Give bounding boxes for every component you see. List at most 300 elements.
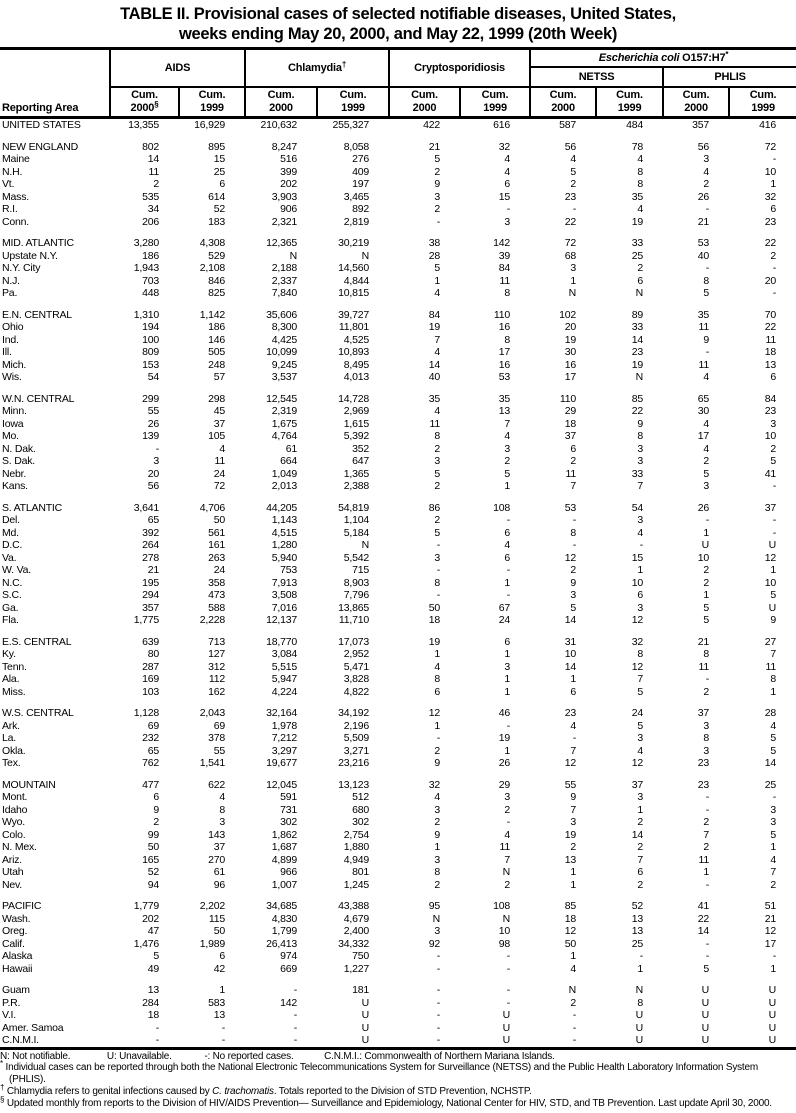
value-cell: 26 <box>498 757 511 770</box>
table-row <box>0 745 796 758</box>
value-cell: 4 <box>637 203 644 216</box>
value-cell: 11 <box>765 660 777 673</box>
value-cell: 703 <box>142 274 159 287</box>
value-cell: 15 <box>631 551 644 564</box>
value-cell: 287 <box>142 660 159 673</box>
value-cell: N <box>502 912 511 925</box>
value-cell: 20 <box>564 321 577 334</box>
value-cell: 21 <box>697 215 710 228</box>
table-header <box>0 49 796 118</box>
reporting-area-cell: Ariz. <box>2 853 23 866</box>
value-cell: 4,679 <box>343 912 370 925</box>
value-cell: 5 <box>703 287 710 300</box>
value-cell: 5 <box>703 962 710 975</box>
value-cell: - <box>705 673 710 686</box>
table-row <box>0 1034 796 1048</box>
title-line-2: weeks ending May 20, 2000, and May 22, 1999 (20th Week) <box>178 24 618 43</box>
value-cell: U <box>768 996 777 1009</box>
value-cell: 16 <box>498 358 511 371</box>
value-cell: 32 <box>631 635 644 648</box>
value-cell: 2 <box>703 564 710 577</box>
value-cell: 19 <box>631 215 644 228</box>
value-cell: 1 <box>570 673 577 686</box>
value-cell: N <box>568 984 577 997</box>
value-cell: - <box>705 262 710 275</box>
section-spacer <box>0 627 796 636</box>
value-cell: 5 <box>434 262 441 275</box>
value-cell: 8,495 <box>343 358 370 371</box>
value-cell: 2,819 <box>343 215 370 228</box>
value-cell: 52 <box>631 900 644 913</box>
value-cell: U <box>361 1009 370 1022</box>
value-cell: 4 <box>770 853 777 866</box>
value-cell: 17,073 <box>338 635 370 648</box>
reporting-area-cell: Wis. <box>2 371 22 384</box>
value-cell: 5,509 <box>343 732 370 745</box>
value-cell: 583 <box>208 996 226 1009</box>
group-header-cryptosporidiosis: Cryptosporidiosis <box>389 49 530 88</box>
value-cell: 37 <box>213 841 226 854</box>
value-cell: 7 <box>637 480 644 493</box>
value-cell: 35 <box>631 190 644 203</box>
value-cell: 23 <box>697 778 710 791</box>
table-row <box>0 804 796 817</box>
value-cell: 23 <box>564 190 577 203</box>
value-cell: 2,013 <box>271 480 298 493</box>
value-cell: 4,525 <box>343 333 370 346</box>
value-cell: 18 <box>564 912 577 925</box>
table-row <box>0 614 796 627</box>
value-cell: 2 <box>570 564 577 577</box>
value-cell: 8,903 <box>343 576 370 589</box>
value-cell: - <box>705 203 710 216</box>
value-cell: 1 <box>770 178 777 191</box>
value-cell: 197 <box>352 178 370 191</box>
reporting-area-cell: W.S. CENTRAL <box>2 707 74 720</box>
value-cell: 27 <box>764 635 777 648</box>
table-row <box>0 141 796 154</box>
reporting-area-cell: Oreg. <box>2 925 28 938</box>
value-cell: 1,978 <box>271 719 298 732</box>
value-cell: 14,560 <box>338 262 370 275</box>
value-cell: 1,142 <box>199 308 226 321</box>
value-cell: 30 <box>564 346 577 359</box>
value-cell: 4 <box>504 430 511 443</box>
value-cell: 127 <box>208 648 226 661</box>
value-cell: 2 <box>703 685 710 698</box>
value-cell: 69 <box>213 719 226 732</box>
value-cell: 13,123 <box>338 778 370 791</box>
value-cell: - <box>639 950 644 963</box>
value-cell: 22 <box>697 912 710 925</box>
value-cell: 588 <box>208 601 226 614</box>
table-row <box>0 791 796 804</box>
value-cell: 422 <box>423 119 441 132</box>
value-cell: 302 <box>352 816 370 829</box>
value-cell: 110 <box>559 392 577 405</box>
reporting-area-cell: V.I. <box>2 1009 16 1022</box>
reporting-area-cell: Tenn. <box>2 660 27 673</box>
value-cell: 6 <box>637 274 644 287</box>
value-cell: 206 <box>142 215 159 228</box>
reporting-area-cell: Pa. <box>2 287 18 300</box>
value-cell: 7,840 <box>271 287 298 300</box>
value-cell: 19 <box>631 358 644 371</box>
value-cell: 54,819 <box>338 501 370 514</box>
value-cell: 1,862 <box>271 828 298 841</box>
value-cell: 50 <box>213 925 226 938</box>
table-row <box>0 686 796 699</box>
reporting-area-cell: UNITED STATES <box>2 119 81 132</box>
value-cell: - <box>506 816 511 829</box>
value-cell: N <box>568 287 577 300</box>
value-cell: 4 <box>703 442 710 455</box>
value-cell: - <box>572 732 577 745</box>
value-cell: 3 <box>434 803 441 816</box>
value-cell: 37 <box>564 430 577 443</box>
reporting-area-cell: Utah <box>2 866 24 879</box>
value-cell: 72 <box>764 140 777 153</box>
page-title <box>0 0 796 44</box>
value-cell: - <box>639 539 644 552</box>
group-header-ecoli: Escherichia coli O157:H7* <box>530 49 796 68</box>
value-cell: 11 <box>698 321 710 334</box>
value-cell: 1,675 <box>271 417 298 430</box>
section-spacer <box>0 384 796 393</box>
table-row <box>0 673 796 686</box>
value-cell: 1,615 <box>343 417 370 430</box>
value-cell: 3,537 <box>271 371 298 384</box>
value-cell: 3 <box>504 215 511 228</box>
value-cell: - <box>572 203 577 216</box>
value-cell: 102 <box>559 308 577 321</box>
value-cell: 169 <box>142 673 159 686</box>
reporting-area-cell: R.I. <box>2 203 18 216</box>
value-cell: 4 <box>637 744 644 757</box>
reporting-area-cell: Idaho <box>2 803 28 816</box>
value-cell: 4 <box>637 526 644 539</box>
table-row <box>0 502 796 515</box>
table-row <box>0 925 796 938</box>
reporting-area-cell: NEW ENGLAND <box>2 140 78 153</box>
value-cell: 3,903 <box>271 190 298 203</box>
value-cell: 10 <box>564 648 577 661</box>
table-row <box>0 480 796 493</box>
value-cell: 1,799 <box>271 925 298 938</box>
value-cell: 2 <box>637 816 644 829</box>
value-cell: 11 <box>429 417 441 430</box>
value-cell: 2,043 <box>199 707 226 720</box>
value-cell: 1,687 <box>271 841 298 854</box>
value-cell: 2 <box>434 203 441 216</box>
value-cell: 5,184 <box>343 526 370 539</box>
table-row <box>0 346 796 359</box>
value-cell: - <box>772 950 777 963</box>
value-cell: 5 <box>703 614 710 627</box>
value-cell: 22 <box>764 321 777 334</box>
value-cell: U <box>768 1021 777 1034</box>
value-cell: 3,465 <box>343 190 370 203</box>
value-cell: 115 <box>208 912 226 925</box>
reporting-area-cell: Upstate N.Y. <box>2 249 58 262</box>
value-cell: 29 <box>498 778 511 791</box>
value-cell: 9 <box>434 757 441 770</box>
value-cell: - <box>705 950 710 963</box>
value-cell: 4 <box>504 828 511 841</box>
subcol-header: Cum. 2000 <box>663 87 729 118</box>
value-cell: 8 <box>703 732 710 745</box>
value-cell: 12 <box>564 551 577 564</box>
value-cell: 19 <box>564 828 577 841</box>
value-cell: 95 <box>428 900 441 913</box>
value-cell: 161 <box>208 539 226 552</box>
table-row <box>0 602 796 615</box>
value-cell: 713 <box>208 635 226 648</box>
value-cell: - <box>506 719 511 732</box>
reporting-area-cell: W.N. CENTRAL <box>2 392 75 405</box>
value-cell: 44,205 <box>266 501 298 514</box>
value-cell: 10 <box>498 925 511 938</box>
value-cell: 2,319 <box>271 405 298 418</box>
value-cell: 6 <box>153 791 159 804</box>
value-cell: 162 <box>208 685 226 698</box>
table-row <box>0 589 796 602</box>
value-cell: 2 <box>434 514 441 527</box>
subcol-header: Cum. 1999 <box>729 87 796 118</box>
value-cell: 2 <box>153 178 159 191</box>
value-cell: 3 <box>703 480 710 493</box>
value-cell: 112 <box>208 673 226 686</box>
value-cell: 5 <box>637 685 644 698</box>
value-cell: 57 <box>213 371 226 384</box>
value-cell: 3,828 <box>343 673 370 686</box>
value-cell: 10,893 <box>338 346 370 359</box>
value-cell: 1,365 <box>343 467 370 480</box>
value-cell: 4 <box>504 165 511 178</box>
value-cell: 13 <box>498 405 511 418</box>
value-cell: 5 <box>504 467 511 480</box>
value-cell: 7,016 <box>271 601 298 614</box>
table-row <box>0 443 796 456</box>
value-cell: 25 <box>631 937 644 950</box>
value-cell: 3 <box>637 791 644 804</box>
value-cell: 14 <box>697 925 710 938</box>
value-cell: 35,606 <box>266 308 298 321</box>
value-cell: 29 <box>564 405 577 418</box>
value-cell: 255,327 <box>332 119 370 132</box>
value-cell: 1,476 <box>133 937 159 950</box>
value-cell: 86 <box>428 501 441 514</box>
value-cell: 1 <box>770 564 777 577</box>
value-cell: 67 <box>498 601 511 614</box>
value-cell: 153 <box>142 358 159 371</box>
table-row <box>0 950 796 963</box>
value-cell: 50 <box>428 601 441 614</box>
value-cell: 33 <box>631 237 644 250</box>
value-cell: 5,471 <box>343 660 370 673</box>
value-cell: 2,196 <box>343 719 370 732</box>
value-cell: 3 <box>504 791 511 804</box>
value-cell: 8 <box>434 430 441 443</box>
value-cell: - <box>705 803 710 816</box>
value-cell: 2 <box>153 816 159 829</box>
value-cell: 13,355 <box>128 119 159 132</box>
value-cell: 139 <box>142 430 159 443</box>
value-cell: 647 <box>352 455 370 468</box>
value-cell: 55 <box>147 405 159 418</box>
value-cell: U <box>701 1034 710 1047</box>
value-cell: 17 <box>498 346 511 359</box>
reporting-area-cell: MOUNTAIN <box>2 778 56 791</box>
value-cell: 529 <box>208 249 226 262</box>
value-cell: 9,245 <box>271 358 298 371</box>
value-cell: 3,271 <box>343 744 370 757</box>
value-cell: 14 <box>564 614 577 627</box>
value-cell: 3 <box>770 803 777 816</box>
value-cell: 24 <box>213 467 226 480</box>
reporting-area-cell: Colo. <box>2 828 26 841</box>
value-cell: 21 <box>147 564 159 577</box>
value-cell: 55 <box>564 778 577 791</box>
value-cell: 11,710 <box>338 614 370 627</box>
value-cell: - <box>436 1009 441 1022</box>
reporting-area-cell: Mich. <box>2 358 27 371</box>
value-cell: 4 <box>434 660 441 673</box>
value-cell: 32 <box>428 778 441 791</box>
table-row <box>0 371 796 384</box>
value-cell: 5 <box>703 467 710 480</box>
value-cell: 276 <box>352 153 370 166</box>
value-cell: 14 <box>631 828 644 841</box>
value-cell: 10,815 <box>338 287 370 300</box>
value-cell: 616 <box>493 119 511 132</box>
value-cell: 16,929 <box>194 119 226 132</box>
value-cell: 20 <box>147 467 159 480</box>
value-cell: 5,542 <box>343 551 370 564</box>
value-cell: 825 <box>208 287 226 300</box>
reporting-area-cell: Ala. <box>2 673 20 686</box>
value-cell: 762 <box>142 757 159 770</box>
table-row <box>0 816 796 829</box>
value-cell: 202 <box>280 178 298 191</box>
value-cell: 12,545 <box>266 392 298 405</box>
value-cell: 3 <box>434 853 441 866</box>
value-cell: 108 <box>493 501 511 514</box>
value-cell: - <box>293 1021 298 1034</box>
value-cell: 8 <box>434 673 441 686</box>
value-cell: 108 <box>493 900 511 913</box>
value-cell: 37 <box>631 778 644 791</box>
reporting-area-cell: N. Mex. <box>2 841 37 854</box>
value-cell: 26 <box>697 190 710 203</box>
reporting-area-cell: Hawaii <box>2 962 33 975</box>
value-cell: 10 <box>764 576 777 589</box>
value-cell: 11 <box>565 467 577 480</box>
reporting-area-cell: Tex. <box>2 757 21 770</box>
value-cell: 202 <box>142 912 159 925</box>
value-cell: 1 <box>434 841 441 854</box>
reporting-area-cell: MID. ATLANTIC <box>2 237 74 250</box>
value-cell: 2 <box>504 455 511 468</box>
value-cell: 19 <box>428 635 441 648</box>
value-cell: 8 <box>219 803 226 816</box>
value-cell: 1 <box>219 984 226 997</box>
group-header-aids: AIDS <box>110 49 245 88</box>
table-row <box>0 720 796 733</box>
value-cell: 1,280 <box>271 539 298 552</box>
value-cell: 1 <box>434 648 441 661</box>
value-cell: 43,388 <box>338 900 370 913</box>
value-cell: 35 <box>428 392 441 405</box>
value-cell: 103 <box>142 685 159 698</box>
value-cell: 294 <box>142 589 159 602</box>
value-cell: - <box>293 1034 298 1047</box>
value-cell: - <box>436 215 441 228</box>
value-cell: 12 <box>428 707 441 720</box>
value-cell: 2 <box>570 841 577 854</box>
value-cell: 110 <box>493 308 511 321</box>
value-cell: 16 <box>564 358 577 371</box>
table-row <box>0 866 796 879</box>
value-cell: 18 <box>147 1009 159 1022</box>
value-cell: 1 <box>504 648 511 661</box>
value-cell: 9 <box>703 333 710 346</box>
section-spacer <box>0 300 796 309</box>
value-cell: 21 <box>697 635 710 648</box>
value-cell: 6 <box>219 178 226 191</box>
reporting-area-cell: Ark. <box>2 719 20 732</box>
value-cell: 3 <box>637 514 644 527</box>
value-cell: 78 <box>631 140 644 153</box>
value-cell: 8 <box>637 648 644 661</box>
value-cell: 3 <box>219 816 226 829</box>
value-cell: 14,728 <box>338 392 370 405</box>
value-cell: 2,228 <box>199 614 226 627</box>
table-row <box>0 468 796 481</box>
value-cell: 4,425 <box>271 333 298 346</box>
value-cell: 4,830 <box>271 912 298 925</box>
reporting-area-cell: Ohio <box>2 321 24 334</box>
value-cell: 89 <box>631 308 644 321</box>
value-cell: N <box>635 984 644 997</box>
value-cell: 52 <box>213 203 226 216</box>
table-body <box>0 118 796 1049</box>
reporting-area-cell: Amer. Samoa <box>2 1021 64 1034</box>
value-cell: 37 <box>213 417 226 430</box>
table-row <box>0 191 796 204</box>
value-cell: 6 <box>770 203 777 216</box>
value-cell: 1 <box>703 526 710 539</box>
value-cell: 535 <box>142 190 159 203</box>
subcol-header: Cum. 1999 <box>179 87 245 118</box>
value-cell: 146 <box>208 333 226 346</box>
value-cell: 17 <box>764 937 777 950</box>
table-row <box>0 1009 796 1022</box>
value-cell: 14 <box>428 358 441 371</box>
value-cell: 2,188 <box>271 262 298 275</box>
value-cell: 5 <box>637 719 644 732</box>
value-cell: 5 <box>770 744 777 757</box>
value-cell: 9 <box>570 576 577 589</box>
value-cell: - <box>155 442 159 455</box>
value-cell: 2,108 <box>199 262 226 275</box>
table-row <box>0 216 796 229</box>
value-cell: 32 <box>498 140 511 153</box>
value-cell: 3 <box>434 925 441 938</box>
value-cell: 3 <box>570 262 577 275</box>
value-cell: 1 <box>570 878 577 891</box>
table-row <box>0 577 796 590</box>
